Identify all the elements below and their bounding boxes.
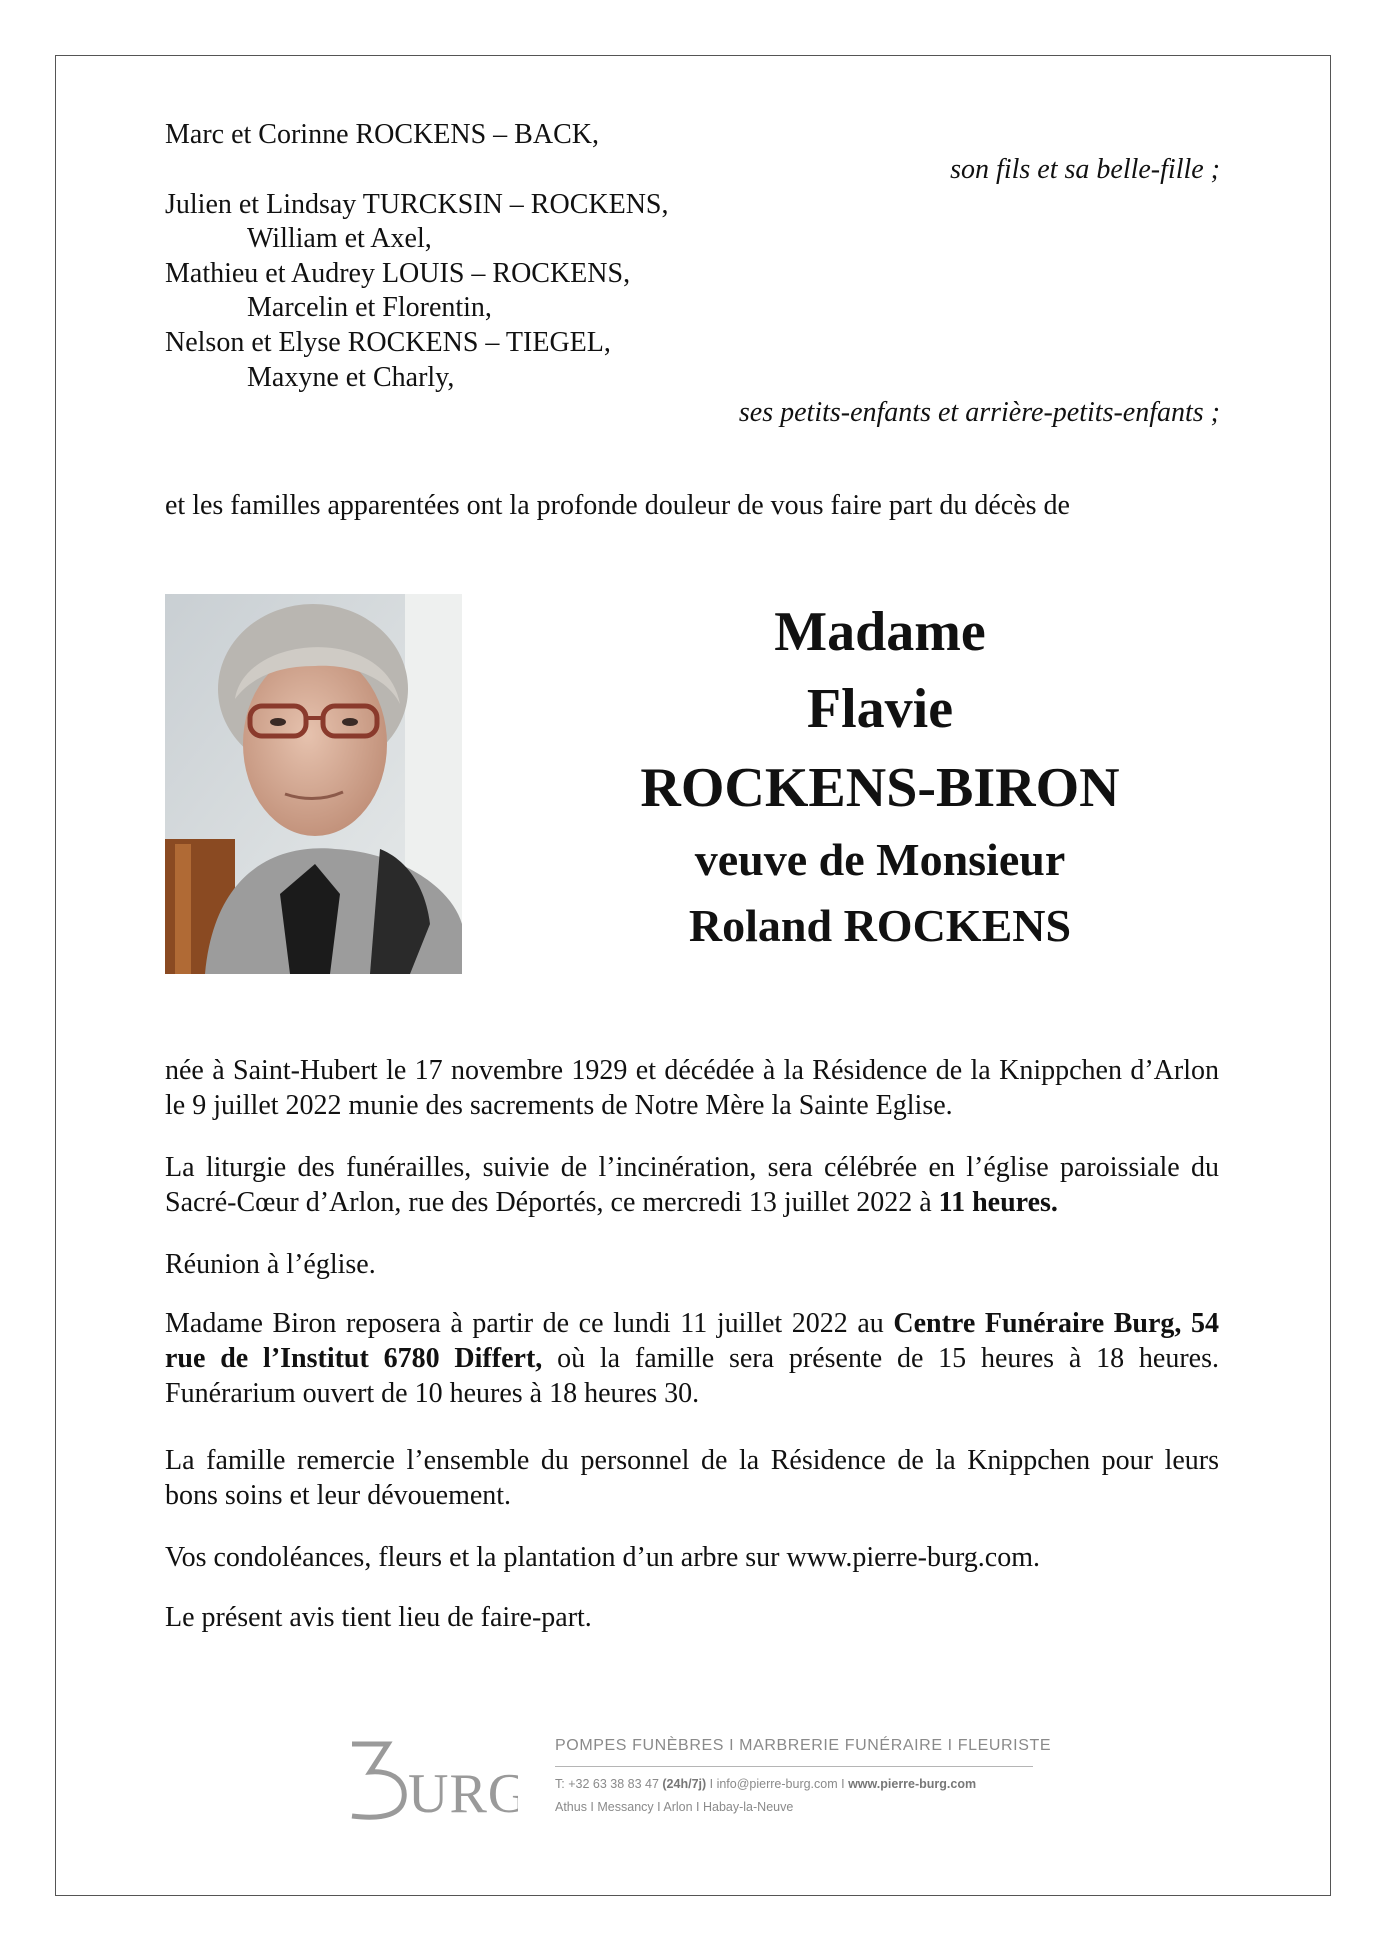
viewing-paragraph: [165, 1306, 1219, 1411]
footer-text: [555, 1736, 1052, 1817]
footer-email: I info@pierre-burg.com I: [706, 1777, 849, 1791]
svg-text:URG: URG: [408, 1763, 518, 1820]
reunion-paragraph: Réunion à l’église.: [165, 1249, 376, 1280]
deceased-first-name: Flavie: [806, 678, 954, 740]
burg-logo: [348, 1730, 518, 1820]
footer-phone-hours: (24h/7j): [662, 1777, 707, 1791]
viewing-text-1: Madame Biron reposera à partir de ce lundi 11 juillet 2022 au: [165, 1308, 894, 1339]
announcement-intro: et les familles apparentées ont la profonde douleur de vous faire part du décès de: [165, 490, 1070, 521]
family-line-grandchild-1: Julien et Lindsay TURCKSIN – ROCKENS,: [165, 189, 669, 220]
footer-services: POMPES FUNÈBRES I MARBRERIE FUNÉRAIRE I FLEURISTE: [555, 1737, 1052, 1754]
footer-towns: Athus I Messancy I Arlon I Habay-la-Neuve: [555, 1800, 794, 1814]
footer-phone: T: +32 63 38 83 47: [555, 1777, 663, 1791]
funeral-center-address: Centre Funéraire Burg, 54 rue de l’Institut 6780 Differt,: [165, 1308, 1219, 1374]
footer-website[interactable]: www.pierre-burg.com: [848, 1777, 977, 1791]
thanks-paragraph: La famille remercie l’ensemble du personnel de la Résidence de la Knippchen pour leurs bons soins et leur dévouement.: [165, 1445, 1219, 1511]
footer-divider: [555, 1766, 1033, 1767]
great-grandchildren-3: Maxyne et Charly,: [247, 362, 455, 393]
deceased-last-name: ROCKENS-BIRON: [640, 757, 1120, 819]
birth-death-paragraph: née à Saint-Hubert le 17 novembre 1929 et décédée à la Résidence de la Knippchen d’Arlon le 9 juillet 2022 munie des sacrements de Notre Mère la Sainte Eglise.: [165, 1055, 1219, 1121]
liturgy-time: 11 heures.: [938, 1187, 1058, 1218]
condolences-paragraph: Vos condoléances, fleurs et la plantation d’un arbre sur www.pierre-burg.com.: [165, 1542, 1040, 1573]
relation-son: son fils et sa belle-fille ;: [950, 154, 1220, 185]
deceased-name-block: [500, 590, 1260, 960]
viewing-text-2: où la famille sera présente de 15 heures à 18 heures. Funérarium ouvert de 10 heures à 18 heures 30.: [165, 1343, 1219, 1409]
family-line-grandchild-2: Mathieu et Audrey LOUIS – ROCKENS,: [165, 258, 631, 289]
family-line-son: Marc et Corinne ROCKENS – BACK,: [165, 119, 599, 150]
portrait-photo: [165, 594, 462, 974]
footer-contact: [555, 1775, 1035, 1793]
liturgy-text: La liturgie des funérailles, suivie de l’incinération, sera célébrée en l’église paroissiale du Sacré-Cœur d’Arlon, rue des Déportés, ce mercredi 13 juillet 2022 à: [165, 1152, 1219, 1218]
relation-grandchildren: ses petits-enfants et arrière-petits-enfants ;: [738, 397, 1220, 428]
widow-of-label: veuve de Monsieur: [694, 834, 1066, 885]
liturgy-paragraph: [165, 1150, 1219, 1220]
great-grandchildren-2: Marcelin et Florentin,: [247, 292, 492, 323]
family-line-grandchild-3: Nelson et Elyse ROCKENS – TIEGEL,: [165, 327, 611, 358]
spouse-name: Roland ROCKENS: [688, 900, 1072, 951]
funeral-home-footer: [348, 1730, 1052, 1830]
notice-paragraph: Le présent avis tient lieu de faire-part.: [165, 1602, 592, 1633]
deceased-title: Madame: [774, 601, 986, 663]
great-grandchildren-1: William et Axel,: [247, 223, 432, 254]
